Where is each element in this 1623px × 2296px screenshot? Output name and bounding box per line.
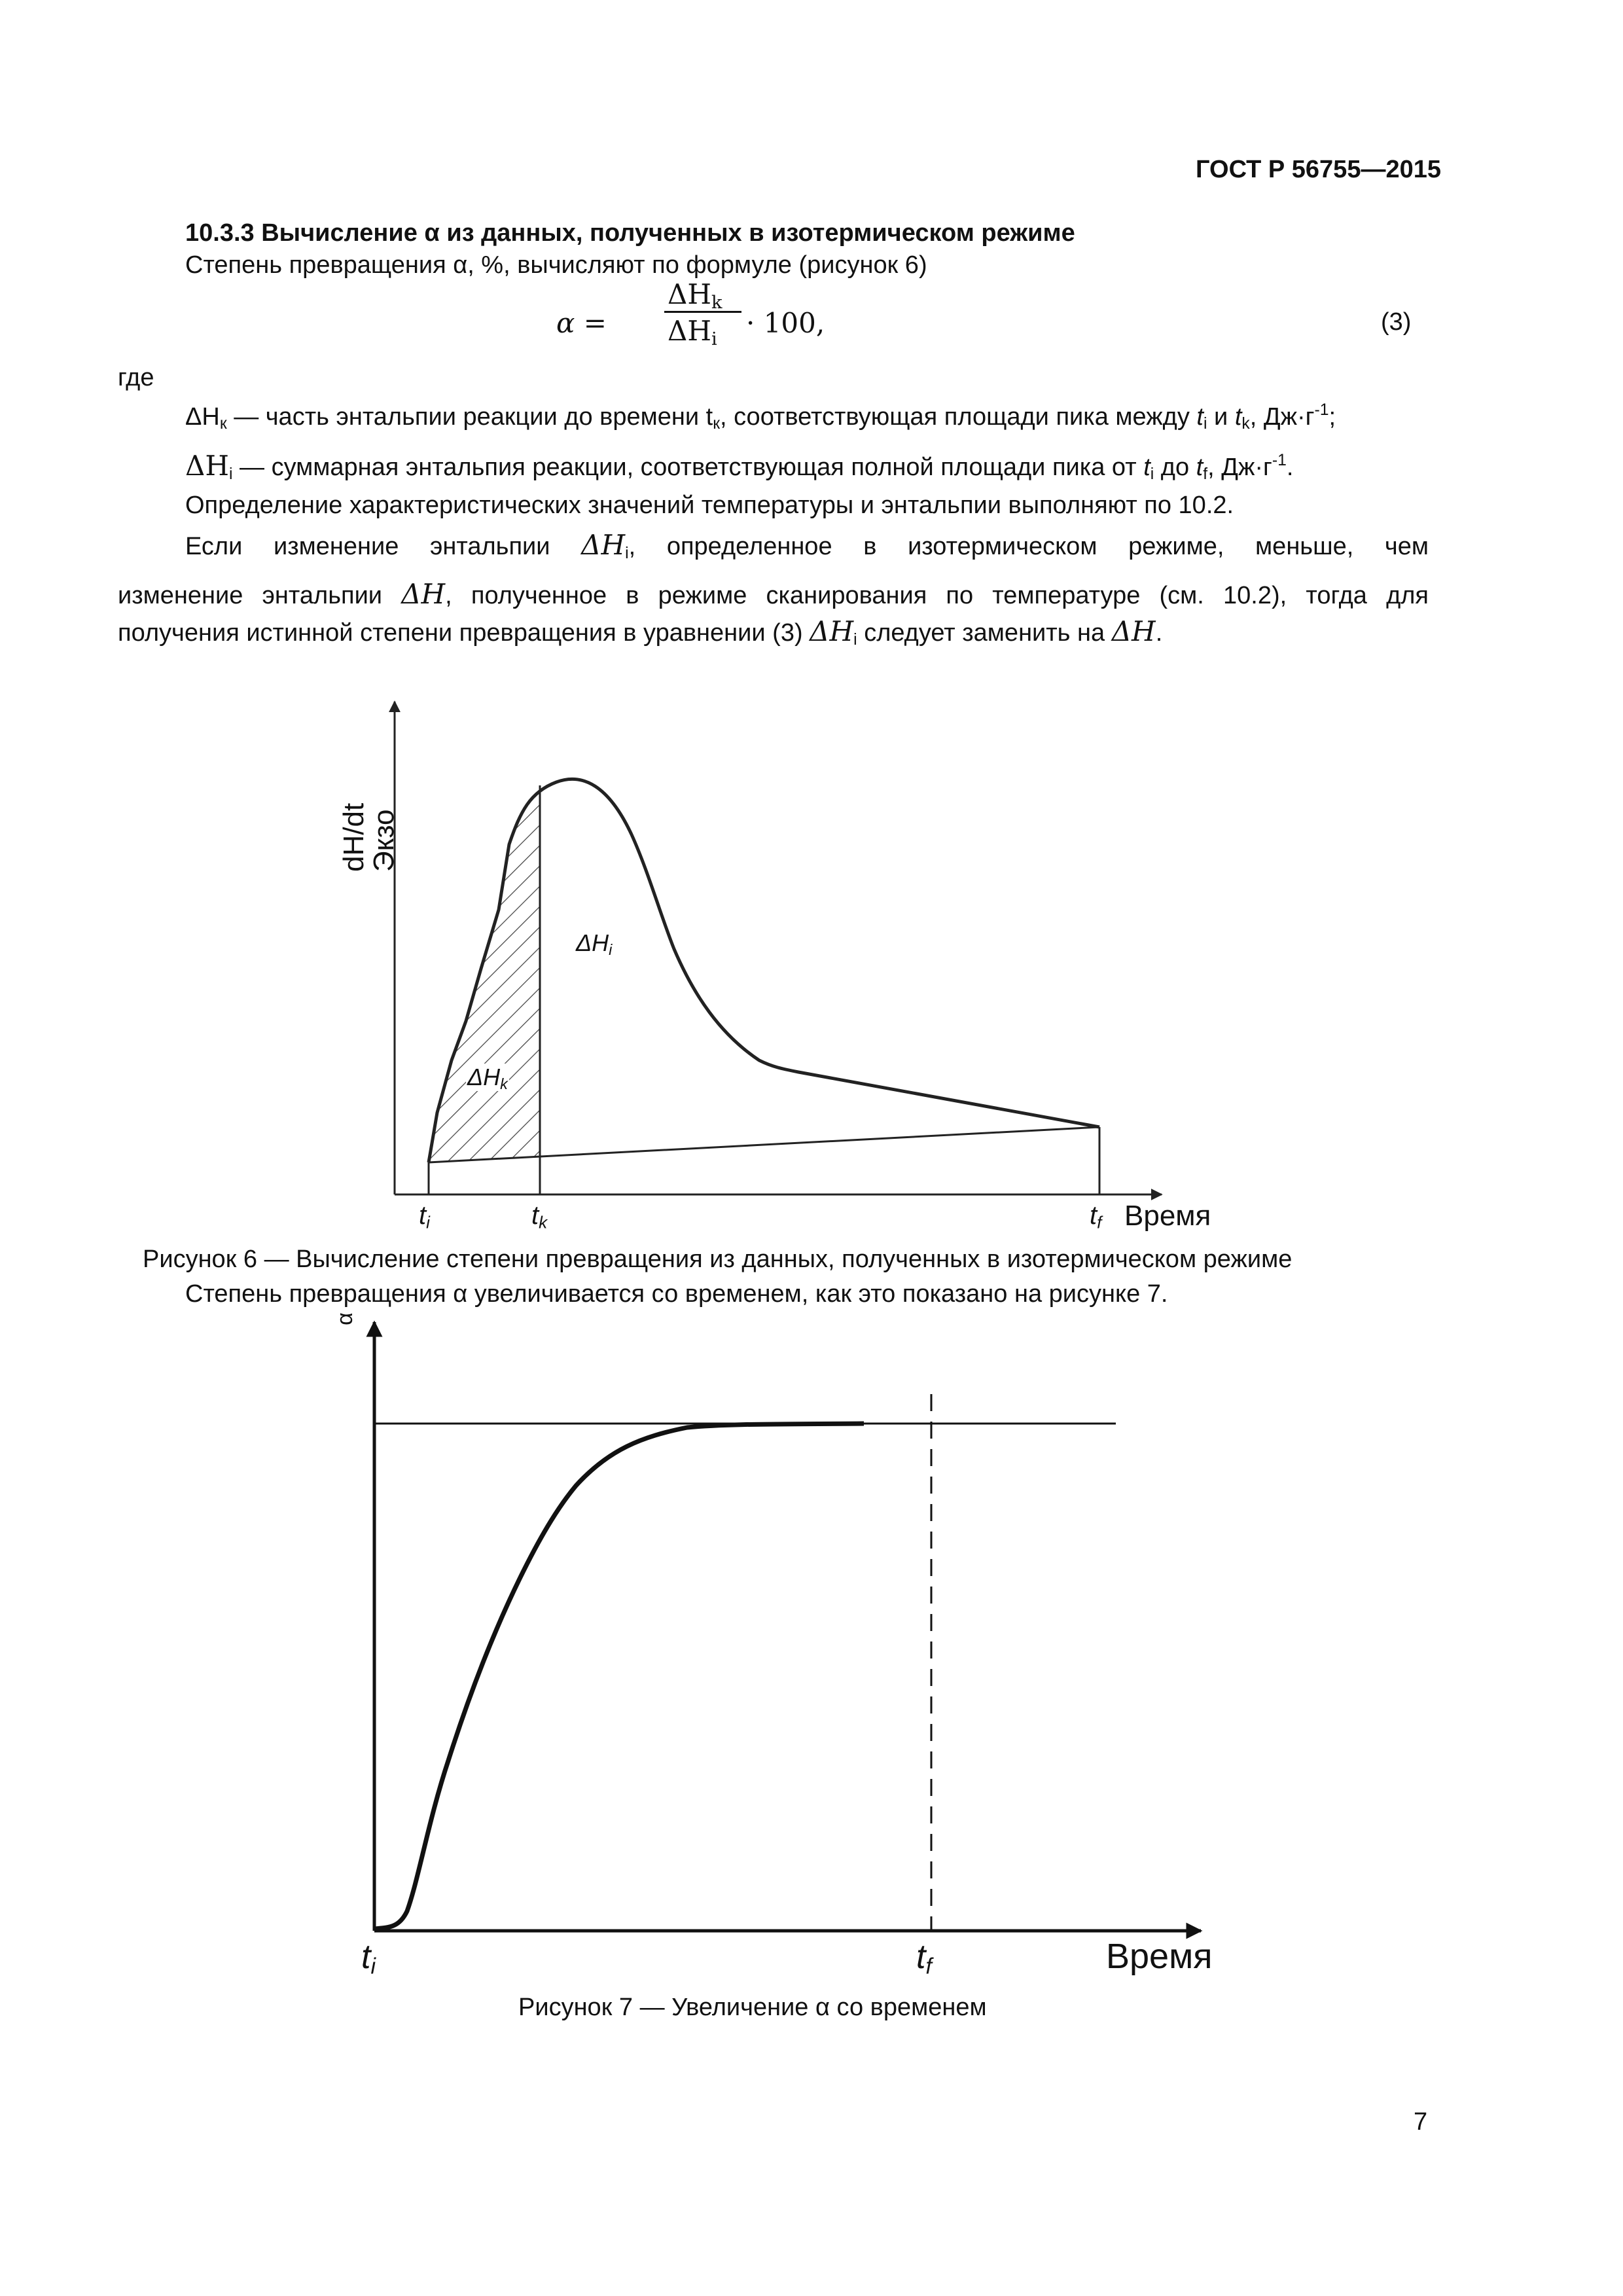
fig7-y-label: α	[332, 1312, 357, 1325]
text-between-figures: Степень превращения α увеличивается со временем, как это показано на рисунке 7.	[185, 1280, 1168, 1308]
fig7-tick-tf: $t_f$	[916, 1938, 932, 1979]
fig6-area-label-hi: $\Delta H_i$	[576, 929, 613, 958]
fig6-tick-tk: $t_k$	[531, 1201, 548, 1232]
fig6-tick-tf: $t_f$	[1090, 1201, 1102, 1232]
fig6-y-label: dH/dt Экзо	[338, 802, 401, 872]
definition-delta-hk: $\Delta H_к$ — часть энтальпии реакции до времени $t_к$, соответствующая площади пика между $t_i$ и $t_k$, $Дж\cdot г^{-1}$;	[185, 401, 1336, 433]
fig6-area-label-hk: $\Delta H_k$	[467, 1064, 508, 1092]
definition-delta-hi: $\Delta H_i$ — суммарная энтальпия реакции, соответствующая полной площади пика от $t_i$ до $t_f$, $Дж\cdot г^{-1}$.	[185, 450, 1294, 484]
section-intro: Степень превращения α, %, вычисляют по формуле (рисунок 6)	[185, 251, 927, 279]
formula-number: (3)	[1381, 308, 1412, 336]
paragraph-if-line-1: Если изменение энтальпии $\Delta H_i$, определенное в изотермическом режиме, меньше, чем	[185, 529, 1429, 563]
figure-7-caption: Рисунок 7 — Увеличение α со временем	[518, 1994, 987, 2021]
formula-denominator: ΔH	[668, 315, 711, 347]
section-title: 10.3.3 Вычисление α из данных, полученных в изотермическом режиме	[185, 219, 1075, 247]
where-label: где	[118, 364, 154, 391]
paragraph-if-line-2: изменение энтальпии ΔH, полученное в режиме сканирования по температуре (см. 10.2), тогда для	[118, 578, 1429, 610]
fig6-tick-ti: $t_i$	[419, 1201, 430, 1232]
formula-lhs: α =	[556, 307, 607, 339]
fig7-tick-ti: $t_i$	[361, 1938, 376, 1979]
fig6-x-label: Время	[1124, 1200, 1211, 1232]
fig7-alpha-curve	[374, 1424, 864, 1929]
page-number: 7	[1414, 2108, 1428, 2136]
figure-6-caption: Рисунок 6 — Вычисление степени превращения из данных, полученных в изотермическом режиме	[143, 1246, 1293, 1273]
fig7-x-label: Время	[1106, 1937, 1213, 1976]
formula-numerator: ΔH	[668, 278, 711, 310]
paragraph-determination: Определение характеристических значений температуры и энтальпии выполняют по 10.2.	[185, 492, 1234, 519]
document-code: ГОСТ Р 56755—2015	[1196, 156, 1441, 183]
formula-rhs: · 100,	[746, 307, 825, 339]
paragraph-if-line-3: получения истинной степени превращения в уравнении (3) $\Delta H_i$ следует заменить на ΔH.	[118, 615, 1163, 649]
